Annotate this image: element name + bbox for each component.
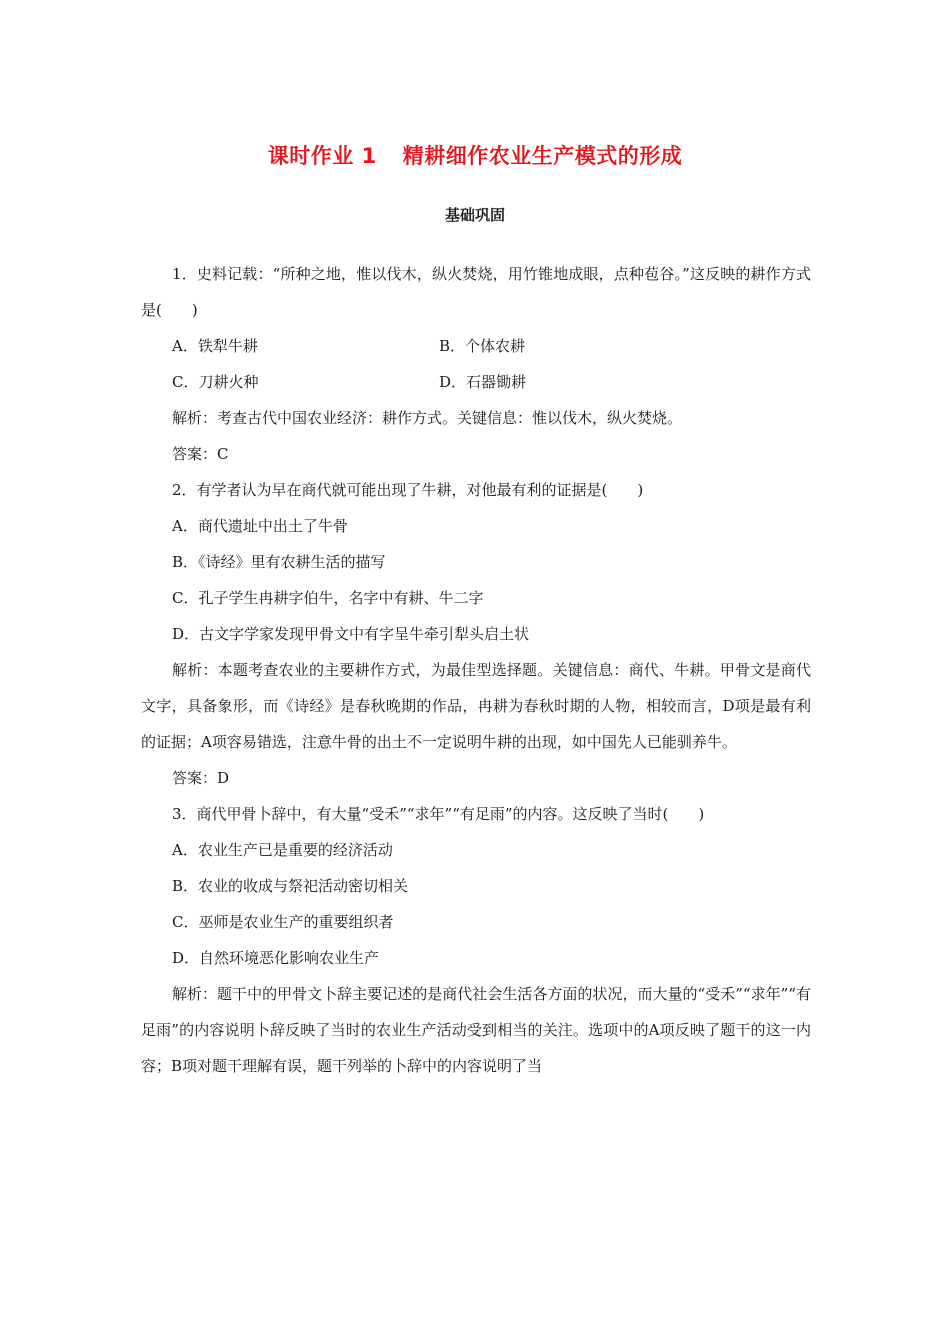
title-lesson: 课时作业 1 (267, 144, 377, 168)
option-c: C．刀耕火种 (172, 373, 259, 391)
question-2-stem: 2．有学者认为早在商代就可能出现了牛耕，对他最有利的证据是( ) (172, 481, 644, 499)
question-1-options-row-1 (141, 328, 811, 364)
document-title (0, 140, 950, 170)
option-a: A．商代遗址中出土了牛骨 (172, 517, 348, 535)
question-1-options-row-2 (141, 364, 811, 400)
option-b: B．《诗经》里有农耕生活的描写 (172, 553, 386, 571)
option-c: C．孔子学生冉耕字伯牛，名字中有耕、牛二字 (172, 589, 484, 607)
option-d: D．石器锄耕 (439, 373, 527, 391)
question-1-answer: 答案：C (172, 445, 229, 463)
question-2-analysis: 解析：本题考查农业的主要耕作方式，为最佳型选择题。关键信息：商代、牛耕。甲骨文是商代文字，具备象形，而《诗经》是春秋晚期的作品，冉耕为春秋时期的人物，相较而言，D项是最有利的证据；A项容易错选，注意牛骨的出土不一定说明牛耕的出现，如中国先人已能驯养牛。 (141, 661, 811, 751)
question-1-analysis: 解析：考查古代中国农业经济：耕作方式。关键信息：惟以伐木，纵火焚烧。 (172, 409, 683, 427)
option-b: B．农业的收成与祭祀活动密切相关 (172, 877, 409, 895)
option-d: D．古文字学家发现甲骨文中有字呈牛牵引犁头启土状 (172, 625, 530, 643)
option-a: A．铁犁牛耕 (172, 337, 258, 355)
option-a: A．农业生产已是重要的经济活动 (172, 841, 393, 859)
question-3-analysis: 解析：题干中的甲骨文卜辞主要记述的是商代社会生活各方面的状况，而大量的“受禾”“求年”“有足雨”的内容说明卜辞反映了当时的农业生产活动受到相当的关注。选项中的A项反映了题干的这一内容；B项对题干理解有误，题干列举的卜辞中的内容说明了当 (141, 985, 811, 1075)
document-body (141, 256, 811, 1084)
option-d: D．自然环境恶化影响农业生产 (172, 949, 380, 967)
question-1-stem: 1．史料记载：“所种之地，惟以伐木，纵火焚烧，用竹锥地成眼，点种苞谷。”这反映的耕作方式是( ) (141, 265, 811, 319)
option-b: B．个体农耕 (439, 337, 526, 355)
title-topic: 精耕细作农业生产模式的形成 (402, 144, 683, 168)
question-3-stem: 3．商代甲骨卜辞中，有大量“受禾”“求年”“有足雨”的内容。这反映了当时( ) (172, 805, 705, 823)
question-2-answer: 答案：D (172, 769, 230, 787)
section-heading: 基础巩固 (444, 206, 505, 224)
option-c: C．巫师是农业生产的重要组织者 (172, 913, 394, 931)
